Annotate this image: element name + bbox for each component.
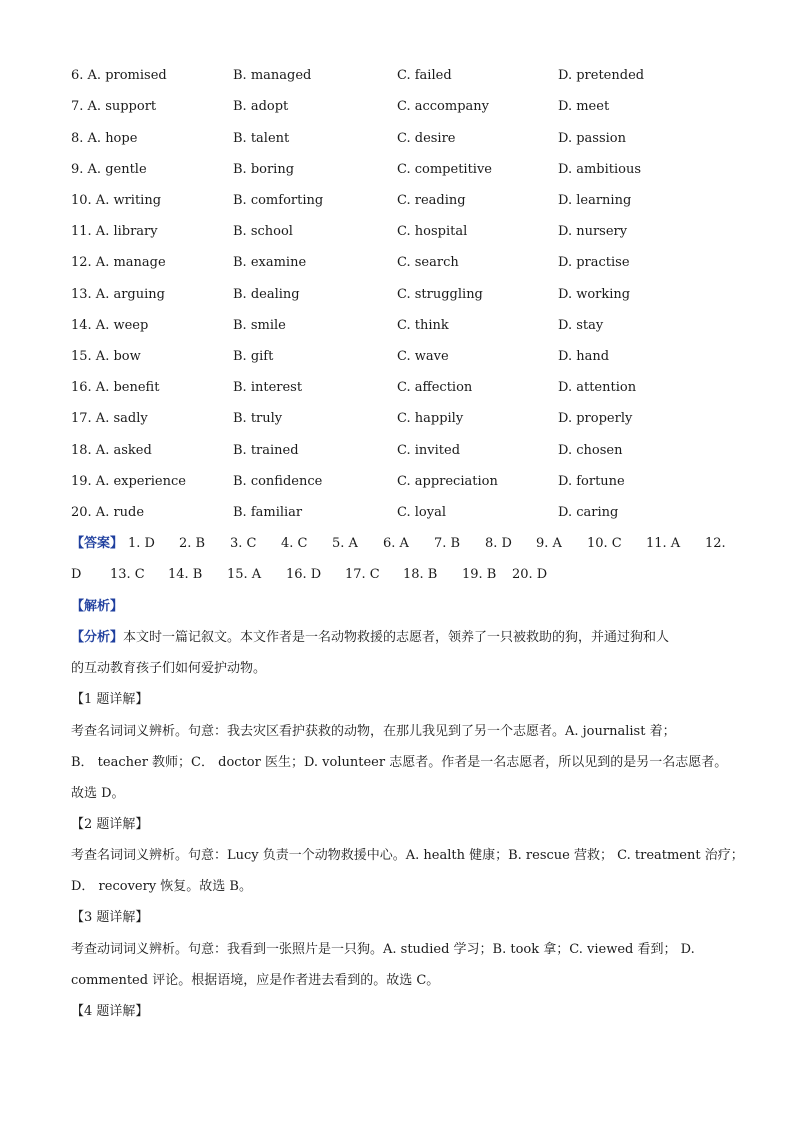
answer-item: 15. A — [227, 567, 262, 582]
analysis-heading: 【解析】 — [71, 599, 124, 614]
option-row-17 — [0, 409, 794, 429]
option-row-13 — [0, 285, 794, 305]
option-d: D. hand — [558, 349, 610, 364]
option-c: C. loyal — [397, 505, 446, 520]
option-c: C. wave — [397, 349, 449, 364]
answer-item: 11. A — [646, 536, 681, 551]
answer-item: 9. A — [536, 536, 562, 551]
answer-item: 20. D — [512, 567, 548, 582]
option-d: D. meet — [558, 99, 610, 114]
answer-item: 5. A — [332, 536, 358, 551]
option-row-16 — [0, 378, 794, 398]
option-b: B. trained — [233, 443, 299, 458]
option-a: 14. A. weep — [71, 318, 149, 333]
option-row-6 — [0, 66, 794, 86]
option-c: C. affection — [397, 380, 473, 395]
option-c: C. think — [397, 318, 449, 333]
summary-text: 本文时一篇记叙文。本文作者是一名动物救援的志愿者，领养了一只被救助的狗，并通过狗和人 — [123, 630, 670, 645]
summary-tag: 【分析】 — [71, 630, 124, 645]
answer-item: 4. C — [281, 536, 308, 551]
option-row-15 — [0, 347, 794, 367]
option-a: 18. A. asked — [71, 443, 152, 458]
option-a: 20. A. rude — [71, 505, 145, 520]
option-c: C. failed — [397, 68, 452, 83]
option-b: B. examine — [233, 255, 307, 270]
option-d: D. caring — [558, 505, 619, 520]
option-b: B. talent — [233, 131, 290, 146]
answer-item: 16. D — [286, 567, 322, 582]
option-b: B. adopt — [233, 99, 289, 114]
option-d: D. properly — [558, 411, 633, 426]
option-d: D. chosen — [558, 443, 623, 458]
option-a: 12. A. manage — [71, 255, 166, 270]
option-row-19 — [0, 472, 794, 492]
option-a: 10. A. writing — [71, 193, 162, 208]
option-d: D. learning — [558, 193, 632, 208]
option-b: B. familiar — [233, 505, 303, 520]
option-b: B. gift — [233, 349, 274, 364]
detail-heading: 【3 题详解】 — [71, 910, 149, 925]
answer-item: 8. D — [485, 536, 512, 551]
option-a: 19. A. experience — [71, 474, 186, 489]
option-a: 11. A. library — [71, 224, 158, 239]
option-d: D. pretended — [558, 68, 645, 83]
option-b: B. interest — [233, 380, 303, 395]
option-c: C. reading — [397, 193, 466, 208]
option-b: B. smile — [233, 318, 286, 333]
answer-label: 【答案】 — [71, 536, 124, 551]
option-row-11 — [0, 222, 794, 242]
answer-item: 3. C — [230, 536, 257, 551]
analysis-summary-line-2: 的互动教育孩子们如何爱护动物。 — [71, 661, 267, 676]
detail-line: 故选 D。 — [71, 786, 125, 801]
option-d: D. attention — [558, 380, 637, 395]
detail-line: B． teacher 教师；C． doctor 医生；D. volunteer 志愿者。作者是一名志愿者，所以见到的是另一名志愿者。 — [71, 755, 728, 770]
option-a: 17. A. sadly — [71, 411, 148, 426]
answer-item: 2. B — [179, 536, 206, 551]
answer-item: D — [71, 567, 82, 582]
option-d: D. nursery — [558, 224, 628, 239]
detail-line: D． recovery 恢复。故选 B。 — [71, 879, 252, 894]
answer-item: 17. C — [345, 567, 380, 582]
option-d: D. stay — [558, 318, 604, 333]
option-d: D. passion — [558, 131, 626, 146]
detail-heading: 【1 题详解】 — [71, 692, 149, 707]
option-b: B. boring — [233, 162, 295, 177]
answer-item: 7. B — [434, 536, 461, 551]
option-d: D. working — [558, 287, 631, 302]
answer-item: 6. A — [383, 536, 409, 551]
option-c: C. hospital — [397, 224, 468, 239]
answer-item: 12. — [705, 536, 726, 551]
option-row-14 — [0, 316, 794, 336]
answer-item: 13. C — [110, 567, 145, 582]
answer-item: 18. B — [403, 567, 438, 582]
option-row-12 — [0, 253, 794, 273]
option-row-20 — [0, 503, 794, 523]
answer-item: 10. C — [587, 536, 622, 551]
option-a: 8. A. hope — [71, 131, 138, 146]
option-c: C. invited — [397, 443, 461, 458]
answer-item: 1. D — [128, 536, 155, 551]
option-c: C. accompany — [397, 99, 490, 114]
detail-line: 考查名词词义辨析。句意：Lucy 负责一个动物救援中心。A. health 健康；B. rescue 营救； C. treatment 治疗； — [71, 848, 744, 863]
option-a: 16. A. benefit — [71, 380, 160, 395]
option-d: D. fortune — [558, 474, 625, 489]
option-b: B. confidence — [233, 474, 323, 489]
analysis-summary-line — [71, 628, 669, 648]
option-b: B. school — [233, 224, 293, 239]
answer-item: 14. B — [168, 567, 203, 582]
option-row-18 — [0, 441, 794, 461]
option-a: 9. A. gentle — [71, 162, 147, 177]
option-b: B. truly — [233, 411, 283, 426]
option-c: C. struggling — [397, 287, 483, 302]
option-c: C. search — [397, 255, 459, 270]
detail-line: commented 评论。根据语境，应是作者进去看到的。故选 C。 — [71, 973, 440, 988]
option-d: D. ambitious — [558, 162, 642, 177]
option-row-7 — [0, 97, 794, 117]
option-row-10 — [0, 191, 794, 211]
answer-item: 19. B — [462, 567, 497, 582]
detail-line: 考查名词词义辨析。句意：我去灾区看护获救的动物，在那儿我见到了另一个志愿者。A. journalist 着； — [71, 724, 676, 739]
option-row-8 — [0, 129, 794, 149]
detail-heading: 【2 题详解】 — [71, 817, 149, 832]
option-row-9 — [0, 160, 794, 180]
option-c: C. happily — [397, 411, 464, 426]
option-c: C. appreciation — [397, 474, 498, 489]
option-b: B. dealing — [233, 287, 300, 302]
option-d: D. practise — [558, 255, 630, 270]
option-a: 6. A. promised — [71, 68, 167, 83]
option-b: B. managed — [233, 68, 312, 83]
detail-line: 考查动词词义辨析。句意：我看到一张照片是一只狗。A. studied 学习；B. took 拿；C. viewed 看到； D. — [71, 942, 695, 957]
option-a: 13. A. arguing — [71, 287, 165, 302]
option-a: 15. A. bow — [71, 349, 141, 364]
detail-heading: 【4 题详解】 — [71, 1004, 149, 1019]
option-c: C. competitive — [397, 162, 492, 177]
option-b: B. comforting — [233, 193, 324, 208]
option-a: 7. A. support — [71, 99, 157, 114]
option-c: C. desire — [397, 131, 456, 146]
